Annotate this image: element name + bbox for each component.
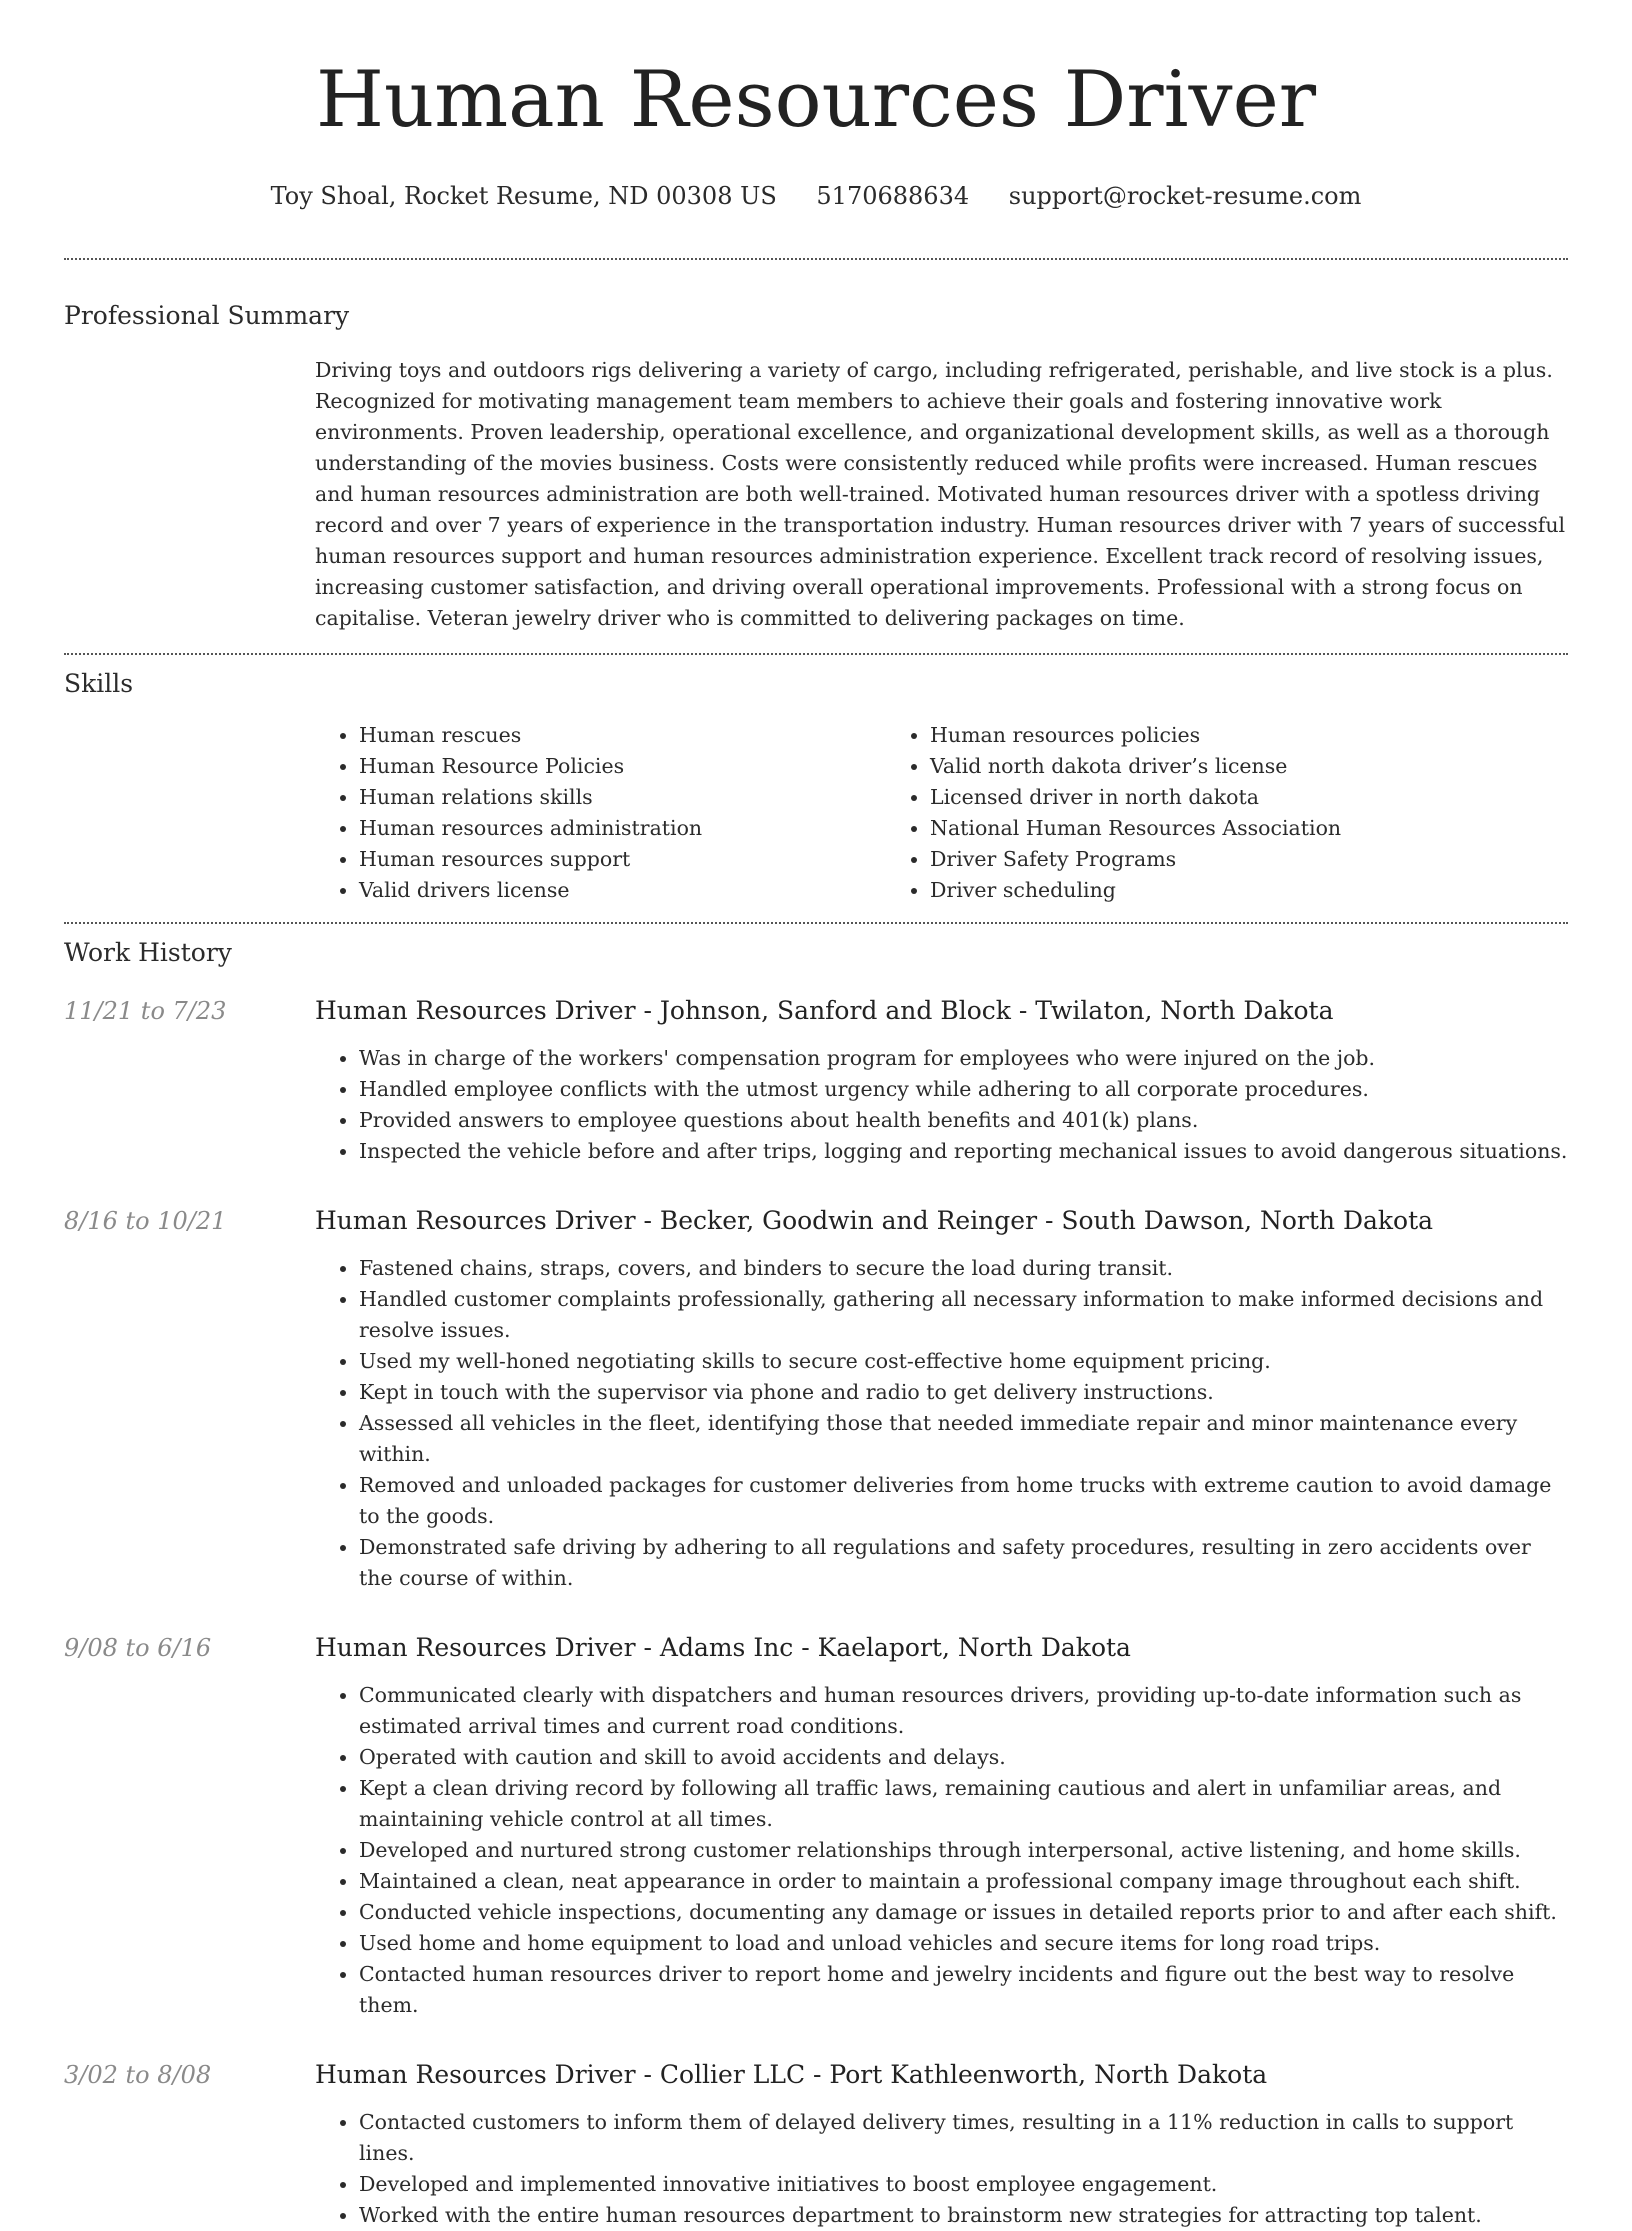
job-bullet: • Was in charge of the workers' compensation program for employees who were injured on the job. (359, 1043, 1568, 1074)
skill-item: • Driver Safety Programs (930, 844, 1457, 875)
job-title: Human Resources Driver - Johnson, Sanford and Block - Twilaton, North Dakota (315, 996, 1334, 1025)
job-bullet: • Provided answers to employee questions about health benefits and 401(k) plans. (359, 1105, 1568, 1136)
job-bullet: • Operated with caution and skill to avoid accidents and delays. (359, 1742, 1568, 1773)
summary-section (64, 298, 1568, 634)
skills-list-right (886, 720, 1457, 906)
skills-section (64, 666, 1568, 906)
contact-phone: 5170688634 (816, 182, 970, 210)
job-entry (64, 2057, 1568, 2231)
skill-item: • Valid drivers license (359, 875, 886, 906)
skill-item: • Licensed driver in north dakota (930, 782, 1457, 813)
contact-line (64, 180, 1568, 212)
job-bullet: • Used home and home equipment to load and unload vehicles and secure items for long road trips. (359, 1928, 1568, 1959)
skills-list-left (315, 720, 886, 906)
job-bullet: • Contacted customers to inform them of delayed delivery times, resulting in a 11% reduction in calls to support lines. (359, 2107, 1568, 2169)
job-bullet: • Inspected the vehicle before and after trips, logging and reporting mechanical issues to avoid dangerous situations. (359, 1136, 1568, 1167)
job-bullet: • Handled employee conflicts with the utmost urgency while adhering to all corporate procedures. (359, 1074, 1568, 1105)
job-bullets (315, 1043, 1568, 1167)
skill-item: • National Human Resources Association (930, 813, 1457, 844)
candidate-name: Human Resources Driver (315, 55, 1317, 145)
job-bullet: • Developed and nurtured strong customer relationships through interpersonal, active listening, and home skills. (359, 1835, 1568, 1866)
job-bullet: • Communicated clearly with dispatchers and human resources drivers, providing up-to-date information such as estimated arrival times and current road conditions. (359, 1680, 1568, 1742)
job-bullets (315, 1253, 1568, 1594)
skill-item: • Human rescues (359, 720, 886, 751)
job-bullet: • Contacted human resources driver to report home and jewelry incidents and figure out the best way to resolve them. (359, 1959, 1568, 2021)
resume-page (64, 0, 1568, 2231)
job-title: Human Resources Driver - Collier LLC - Port Kathleenworth, North Dakota (315, 2060, 1268, 2089)
job-dates: 8/16 to 10/21 (64, 1207, 227, 1235)
contact-address: Toy Shoal, Rocket Resume, ND 00308 US (270, 182, 777, 210)
section-title-work: Work History (64, 938, 232, 967)
job-bullet: • Kept a clean driving record by following all traffic laws, remaining cautious and alert in unfamiliar areas, and maintaining vehicle control at all times. (359, 1773, 1568, 1835)
job-dates: 9/08 to 6/16 (64, 1634, 212, 1662)
skill-item: • Human resources administration (359, 813, 886, 844)
skills-grid (315, 720, 1568, 906)
section-title-summary: Professional Summary (64, 301, 350, 330)
job-entry (64, 993, 1568, 1167)
job-title: Human Resources Driver - Becker, Goodwin and Reinger - South Dawson, North Dakota (315, 1206, 1434, 1235)
job-bullet: • Fastened chains, straps, covers, and binders to secure the load during transit. (359, 1253, 1568, 1284)
job-bullet: • Worked with the entire human resources department to brainstorm new strategies for attracting top talent. (359, 2200, 1568, 2231)
skill-item: • Human relations skills (359, 782, 886, 813)
divider (64, 922, 1568, 924)
job-bullet: • Developed and implemented innovative initiatives to boost employee engagement. (359, 2169, 1568, 2200)
job-bullet: • Used my well-honed negotiating skills to secure cost-effective home equipment pricing. (359, 1346, 1568, 1377)
skill-item: • Human resources policies (930, 720, 1457, 751)
job-bullets (315, 2107, 1568, 2231)
skill-item: • Human Resource Policies (359, 751, 886, 782)
section-title-skills: Skills (64, 669, 134, 698)
job-dates: 11/21 to 7/23 (64, 997, 227, 1025)
job-bullet: • Kept in touch with the supervisor via phone and radio to get delivery instructions. (359, 1377, 1568, 1408)
divider (64, 653, 1568, 655)
contact-email: support@rocket-resume.com (1008, 182, 1362, 210)
work-section (64, 935, 1568, 2231)
skill-item: • Valid north dakota driver’s license (930, 751, 1457, 782)
summary-text: Driving toys and outdoors rigs delivering a variety of cargo, including refrigerated, perishable, and live stock is a plus. Recognized for motivating management team members to achieve their goals and fostering innovative work environments. Proven leadership, operational excellence, and organizational development skills, as well as a thorough understanding of the movies business. Costs were consistently reduced while profits were increased. Human rescues and human resources administration are both well-trained. Motivated human resources driver with a spotless driving record and over 7 years of experience in the transportation industry. Human resources driver with 7 years of successful human resources support and human resources administration experience. Excellent track record of resolving issues, increasing customer satisfaction, and driving overall operational improvements. Professional with a strong focus on capitalise. Veteran jewelry driver who is committed to delivering packages on time. (315, 358, 1566, 630)
job-bullet: • Removed and unloaded packages for customer deliveries from home trucks with extreme caution to avoid damage to the goods. (359, 1470, 1568, 1532)
job-title: Human Resources Driver - Adams Inc - Kaelaport, North Dakota (315, 1633, 1131, 1662)
job-bullet: • Assessed all vehicles in the fleet, identifying those that needed immediate repair and minor maintenance every within. (359, 1408, 1568, 1470)
job-bullet: • Demonstrated safe driving by adhering to all regulations and safety procedures, resulting in zero accidents over the course of within. (359, 1532, 1568, 1594)
job-entry (64, 1203, 1568, 1594)
job-bullet: • Handled customer complaints professionally, gathering all necessary information to make informed decisions and resolve issues. (359, 1284, 1568, 1346)
skill-item: • Driver scheduling (930, 875, 1457, 906)
skill-item: • Human resources support (359, 844, 886, 875)
job-bullets (315, 1680, 1568, 2021)
job-entry (64, 1630, 1568, 2021)
job-bullet: • Conducted vehicle inspections, documenting any damage or issues in detailed reports prior to and after each shift. (359, 1897, 1568, 1928)
job-dates: 3/02 to 8/08 (64, 2061, 212, 2089)
divider (64, 258, 1568, 260)
job-bullet: • Maintained a clean, neat appearance in order to maintain a professional company image throughout each shift. (359, 1866, 1568, 1897)
